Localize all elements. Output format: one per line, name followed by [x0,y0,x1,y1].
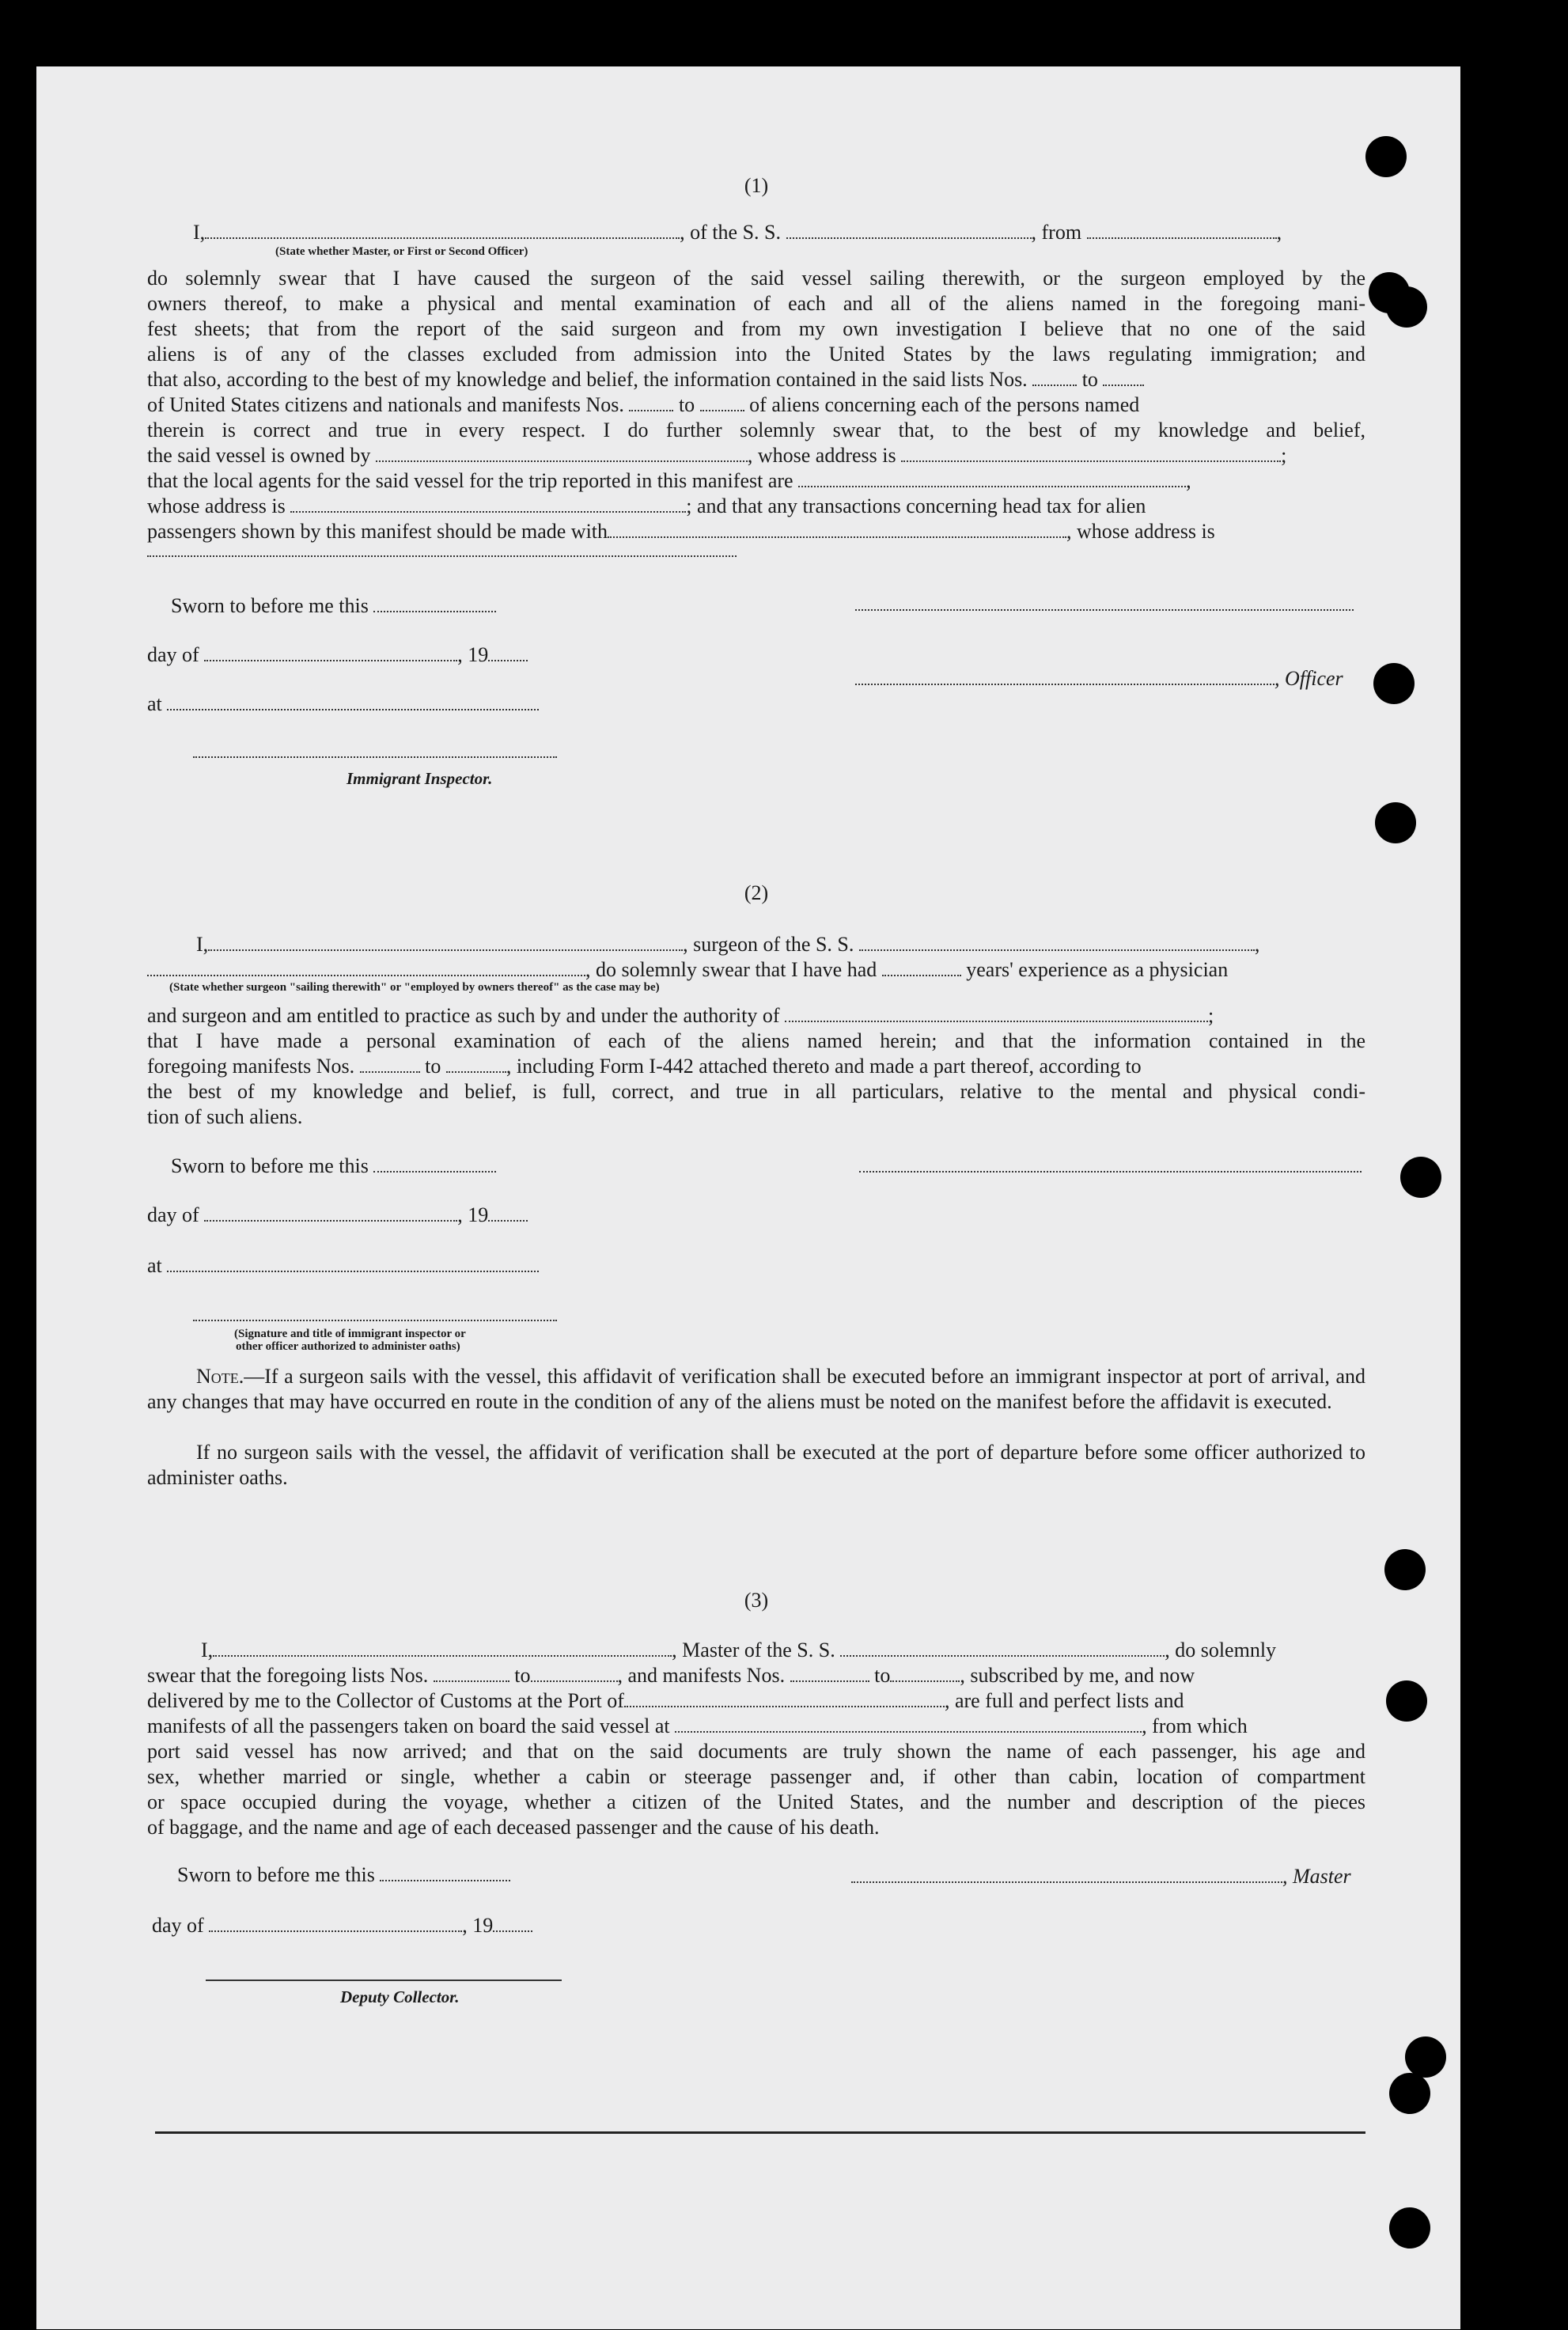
section-number: (3) [744,1589,769,1612]
master-lists-from-field[interactable] [434,1665,509,1682]
manifests-to-field[interactable] [700,394,744,411]
master-name-field[interactable] [213,1639,672,1657]
paragraph-line: foregoing manifests Nos. to , including Form I-442 attached thereto and made a part thereof, according to [147,1055,1142,1078]
inspector-signature-field[interactable] [193,756,557,758]
authority-field[interactable] [785,1005,1208,1022]
vessel-name-field[interactable] [786,222,1032,239]
punch-hole [1405,2036,1446,2078]
place-field[interactable] [167,1255,539,1272]
sworn-line: Sworn to before me this [147,593,1365,619]
paragraph-line: do solemnly swear that I have caused the surgeon of the said vessel sailing therewith, or the surgeon employed by the [147,267,1365,290]
officer-signature-field[interactable] [855,609,1354,611]
punch-hole [1386,1680,1427,1722]
lists-to-field[interactable] [1103,369,1144,386]
year-field[interactable] [493,1915,532,1932]
years-experience-field[interactable] [882,959,961,976]
inspector-signature-field[interactable] [193,1320,557,1321]
sworn-day-field[interactable] [373,1155,496,1173]
head-tax-party-field[interactable] [608,521,1066,538]
paragraph-line: aliens is of any of the classes excluded from admission into the United States by the laws regulating immigration; and [147,343,1365,366]
punch-hole [1389,2073,1430,2114]
surgeon-status-field[interactable] [147,959,585,976]
manifests-from-field[interactable] [629,394,673,411]
month-field[interactable] [204,1204,457,1222]
month-field[interactable] [209,1915,462,1932]
master-vessel-field[interactable] [840,1639,1165,1657]
note-paragraph: If no surgeon sails with the vessel, the affidavit of verification shall be executed at the port of departure before some officer authorized to administer oaths. [147,1441,1365,1489]
year-field[interactable] [488,1204,528,1222]
at-line: at [147,1253,1365,1279]
signature-caption: other officer authorized to administer oaths) [236,1340,460,1353]
note-paragraph: Note.—If a surgeon sails with the vessel, this affidavit of verification shall be executed before an immigrant inspector at port of arrival, and any changes that may have occurred en route in the condition of any of the aliens must be noted on the manifest before the affidavit is executed. [147,1365,1365,1413]
paragraph-line: or space occupied during the voyage, whether a citizen of the United States, and the number and description of the pieces [147,1790,1365,1813]
section-number: (1) [744,174,769,197]
master-manifests-to-field[interactable] [890,1665,960,1682]
paragraph-line: that also, according to the best of my knowledge and belief, the information contained in the said lists Nos. to [147,367,1365,392]
punch-hole [1400,1157,1441,1198]
paragraph-line: and surgeon and am entitled to practice as such by and under the authority of ; [147,1004,1214,1027]
master-signature-field[interactable] [851,1866,1282,1883]
sworn-day-field[interactable] [373,595,496,612]
form-page [36,66,1460,2329]
surgeon-header-line: I, , surgeon of the S. S. , [196,933,1260,956]
punch-hole [1375,802,1416,843]
officer-instruction: (State whether Master, or First or Second Officer) [275,245,528,258]
sworn-day-field[interactable] [380,1864,510,1881]
paragraph-line: the best of my knowledge and belief, is full, correct, and true in all particulars, relative to the mental and physical condi- [147,1080,1365,1103]
paragraph-line: sex, whether married or single, whether a cabin or steerage passenger and, if other than cabin, location of compartment [147,1765,1365,1788]
collector-signature-field[interactable] [206,1980,562,1981]
master-signature-line: , Master [851,1864,1365,1889]
paragraph-line: delivered by me to the Collector of Customs at the Port of , are full and perfect lists and [147,1689,1184,1712]
officer-name-field[interactable] [205,222,680,239]
agents-address-field[interactable] [290,495,686,513]
surgeon-instruction: (State whether surgeon "sailing therewith" or "employed by owners thereof" as the case may be) [169,981,660,994]
paragraph-line: that the local agents for the said vessel for the trip reported in this manifest are , [147,469,1191,492]
surgeon-name-field[interactable] [208,934,683,951]
surgeon-signature-field[interactable] [859,1171,1362,1173]
punch-hole [1373,663,1415,704]
paragraph-line: swear that the foregoing lists Nos. to , and manifests Nos. to , subscribed by me, and now [147,1664,1195,1687]
surgeon-manifest-to-field[interactable] [446,1055,506,1073]
at-line: at [147,691,1365,717]
master-lists-to-field[interactable] [531,1665,618,1682]
collector-port-field[interactable] [624,1690,945,1707]
master-manifests-from-field[interactable] [790,1665,869,1682]
paragraph-line: passengers shown by this manifest should be made with , whose address is [147,520,1215,543]
inspector-caption: Immigrant Inspector. [347,769,493,788]
paragraph-line: the said vessel is owned by , whose address is ; [147,444,1287,467]
punch-hole [1365,136,1407,177]
punch-hole [1389,2207,1430,2249]
day-of-line: day of , 19 [147,1203,1365,1228]
officer-title-line: , Officer [855,666,1365,691]
surgeon-manifest-from-field[interactable] [360,1055,420,1073]
section-number: (2) [744,881,769,904]
officer-header-line: I, , of the S. S. , from , [193,221,1282,244]
owner-field[interactable] [376,445,748,462]
paragraph-line: of baggage, and the name and age of each deceased passenger and the cause of his death. [147,1816,880,1839]
departure-port-field[interactable] [1087,222,1277,239]
officer-title-field[interactable] [855,668,1274,685]
collector-caption: Deputy Collector. [340,1987,460,2006]
day-of-line: day of , 19 [147,642,1365,668]
paragraph-line: whose address is ; and that any transactions concerning head tax for alien [147,494,1146,517]
sworn-line: Sworn to before me this [147,1862,1365,1888]
paragraph-line: manifests of all the passengers taken on board the said vessel at , from which [147,1714,1248,1737]
paragraph-line: port said vessel has now arrived; and that on the said documents are truly shown the name of each passenger, his age and [147,1740,1365,1763]
paragraph-line: fest sheets; that from the report of the said surgeon and from my own investigation I believe that no one of the said [147,317,1365,340]
day-of-line: day of , 19 [147,1913,1365,1938]
sworn-line: Sworn to before me this [147,1154,1365,1179]
lists-from-field[interactable] [1032,369,1077,386]
surgeon-vessel-field[interactable] [859,934,1255,951]
bottom-rule [155,2131,1365,2134]
embarkation-port-field[interactable] [675,1715,1142,1733]
place-field[interactable] [167,693,539,710]
punch-hole [1384,1549,1426,1590]
paragraph-line: therein is correct and true in every respect. I do further solemnly swear that, to the best of my knowledge and belief, [147,419,1365,441]
signature-caption: (Signature and title of immigrant inspector or [234,1328,466,1340]
year-field[interactable] [488,644,528,661]
paragraph-line: that I have made a personal examination of each of the aliens named herein; and that the information contained in the [147,1029,1365,1052]
paragraph-line: tion of such aliens. [147,1105,303,1128]
month-field[interactable] [204,644,457,661]
punch-hole [1386,286,1427,328]
master-header-line: I, , Master of the S. S. , do solemnly [201,1639,1277,1661]
surgeon-experience-line: , do solemnly swear that I have had years' experience as a physician [147,957,1365,983]
paragraph-line: owners thereof, to make a physical and mental examination of each and all of the aliens named in the foregoing mani- [147,292,1365,315]
head-tax-address-field[interactable] [147,555,737,557]
paragraph-line: of United States citizens and nationals and manifests Nos. to of aliens concerning each of the persons named [147,393,1140,416]
owner-address-field[interactable] [901,445,1281,462]
agents-field[interactable] [798,470,1186,487]
